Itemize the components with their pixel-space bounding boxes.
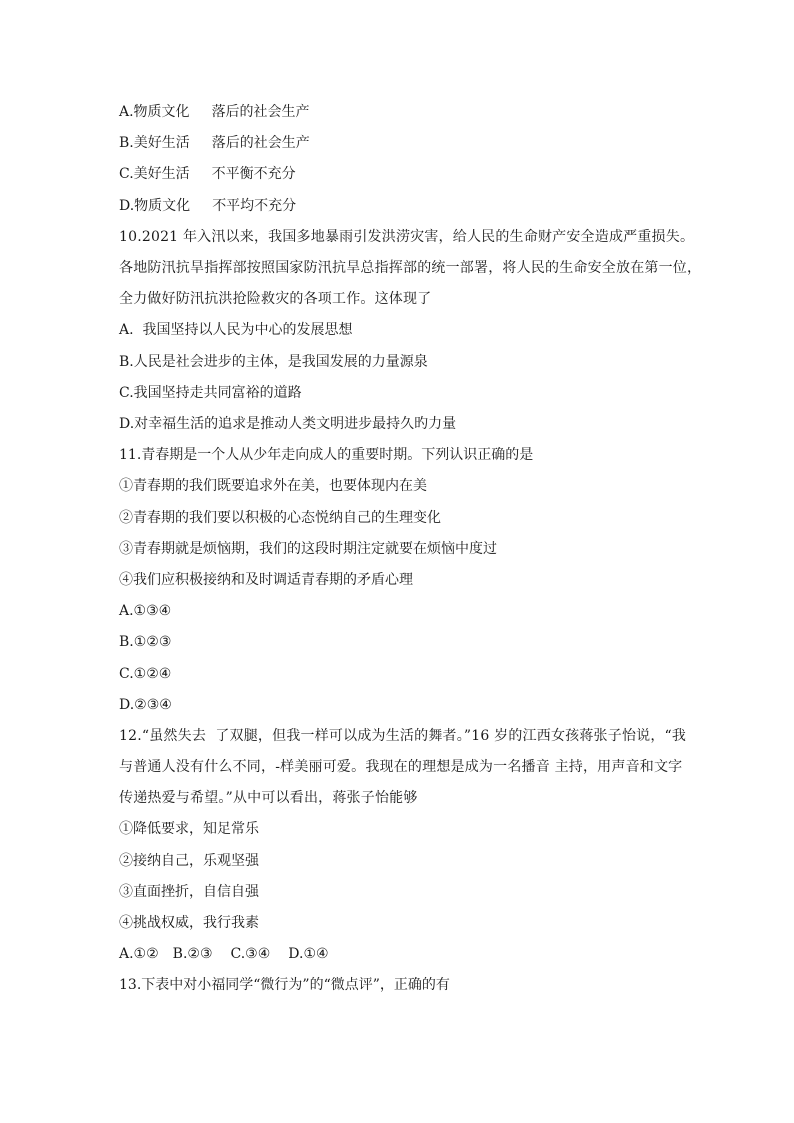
q12-stem-line-3: 传递热爱与希望。”从中可以看出，蒋张子怡能够 — [119, 790, 418, 806]
q10-option-d: D.对幸福生活的追求是推动人类文明进步最持久旳力量 — [119, 416, 457, 432]
q11-statement-3: ③青春期就是烦恼期，我们的这段时期注定就要在烦恼中度过 — [119, 541, 497, 557]
q11-stem: 11.青春期是一个人从少年走向成人的重要时期。下列认识正确的是 — [119, 447, 534, 463]
q9-option-a-label: A.物质文化 — [119, 104, 190, 120]
q10-stem-line-1: 10.2021 年入汛以来，我国多地暴雨引发洪涝灾害，给人民的生命财产安全造成严重损失。 — [119, 229, 695, 245]
q9-option-c — [119, 165, 296, 183]
q12-option-b: B.②③ — [172, 946, 213, 962]
q13-stem: 13.下表中对小福同学“微行为”的“微点评”，正确的有 — [119, 977, 450, 993]
q9-option-b-text: 落后的社会生产 — [211, 135, 310, 151]
q11-option-b: B.①②③ — [119, 634, 172, 650]
q12-stem-line-1: 12.“虽然失去 了双腿，但我一样可以成为生活的舞者。”16 岁的江西女孩蒋张子怡说，“我 — [119, 728, 687, 744]
q9-option-a-text: 落后的社会生产 — [211, 104, 310, 120]
q12-statement-2: ②接纳自己，乐观坚强 — [119, 853, 259, 869]
q12-stem-line-2: 与普通人没有什么不同，-样美丽可爱。我现在的理想是成为一名播音 主持，用声音和文字 — [119, 759, 683, 775]
q9-option-d-label: D.物质文化 — [119, 198, 191, 214]
q11-statement-2: ②青春期的我们要以积极的心态悦纳自己的生理变化 — [119, 510, 441, 526]
q10-stem-line-3: 全力做好防汛抗洪抢险救灾的各项工作。这体现了 — [119, 291, 432, 307]
q9-option-a — [119, 103, 310, 121]
q12-options-row — [119, 945, 329, 963]
q10-option-a: A. 我国坚持以人民为中心的发展思想 — [119, 322, 353, 338]
q9-option-b — [119, 134, 310, 152]
q11-statement-1: ①青春期的我们既要追求外在美，也要体现内在美 — [119, 478, 427, 494]
q9-option-d — [119, 197, 296, 215]
q9-option-b-label: B.美好生活 — [119, 135, 190, 151]
q9-option-c-text: 不平衡不充分 — [211, 166, 296, 182]
q11-option-c: C.①②④ — [119, 666, 172, 682]
q10-option-c: C.我国坚持走共同富裕的道路 — [119, 385, 302, 401]
q9-option-d-text: 不平均不充分 — [212, 198, 297, 214]
q10-stem-line-2: 各地防汛抗旱指挥部按照国家防汛抗旱总指挥部的统一部署，将人民的生命安全放在第一位， — [119, 260, 702, 276]
q12-option-a: A.①② — [119, 946, 159, 962]
q12-option-d: D.①④ — [288, 946, 329, 962]
q12-statement-1: ①降低要求，知足常乐 — [119, 821, 259, 837]
q9-option-c-label: C.美好生活 — [119, 166, 190, 182]
q12-option-c: C.③④ — [230, 946, 271, 962]
q11-option-d: D.②③④ — [119, 697, 172, 713]
q11-option-a: A.①③④ — [119, 603, 172, 619]
q10-option-b: B.人民是社会进步的主体，是我国发展的力量源泉 — [119, 354, 428, 370]
q11-statement-4: ④我们应积极接纳和及时调适青春期的矛盾心理 — [119, 572, 413, 588]
q12-statement-4: ④挑战权威，我行我素 — [119, 915, 259, 931]
q12-statement-3: ③直面挫折，自信自强 — [119, 884, 259, 900]
